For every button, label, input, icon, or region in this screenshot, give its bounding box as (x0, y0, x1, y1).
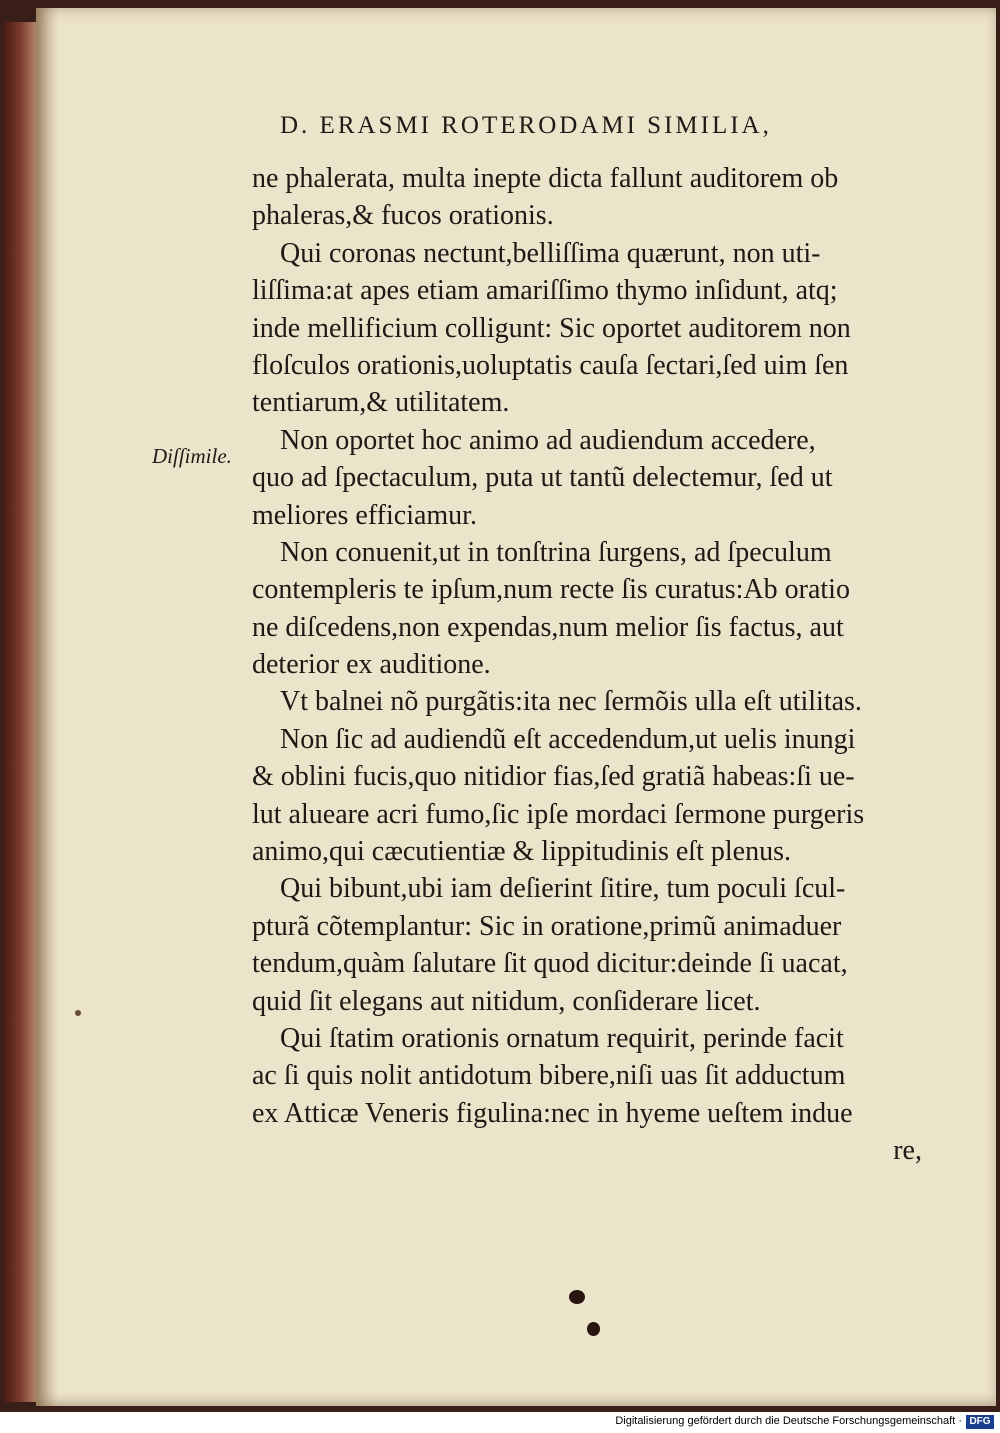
text-line: lut alueare acri fumo,ſic ipſe mordaci ſermone purgeris (252, 798, 865, 830)
text-line: quo ad ſpectaculum, puta ut tantũ delectemur, ſed ut (252, 462, 833, 494)
ink-blot (569, 1290, 585, 1304)
dfg-logo: DFG (966, 1415, 994, 1429)
text-line: phaleras,& fucos orationis. (252, 200, 554, 232)
text-line: & oblini fucis,quo nitidior fias,ſed gratiã habeas:ſi ue- (252, 761, 855, 793)
ink-blot (75, 1010, 81, 1016)
text-line: Non conuenit,ut in tonſtrina ſurgens, ad ſpeculum (280, 536, 832, 568)
text-line: Non oportet hoc animo ad audiendum accedere, (280, 424, 816, 456)
text-line: meliores efficiamur. (252, 499, 477, 531)
margin-note: Diſſimile. (152, 444, 232, 468)
text-line: pturã cõtemplantur: Sic in oratione,primũ animaduer (252, 910, 842, 942)
text-line: quid ſit elegans aut nitidum, conſiderare licet. (252, 985, 761, 1017)
text-line: ex Atticæ Veneris figulina:nec in hyeme ueſtem indue (252, 1097, 853, 1129)
running-head: D. ERASMI ROTERODAMI SIMILIA, (280, 112, 772, 139)
text-line: contempleris te ipſum,num recte ſis curatus:Ab oratio (252, 574, 850, 606)
text-line: ac ſi quis nolit antidotum bibere,niſi uas ſit adductum (252, 1060, 846, 1092)
text-line: ne diſcedens,non expendas,num melior ſis factus, aut (252, 611, 844, 643)
text-line: liſſima:at apes etiam amariſſimo thymo inſidunt, atq; (252, 275, 838, 307)
text-line: Vt balnei nõ purgãtis:ita nec ſermõis ulla eſt utilitas. (280, 686, 862, 718)
text-line: Non ſic ad audiendũ eſt accedendum,ut uelis inungi (280, 723, 856, 755)
text-line: Qui coronas nectunt,belliſſima quærunt, non uti- (280, 237, 821, 269)
text-line: floſculos orationis,uoluptatis cauſa ſectari,ſed uim ſen (252, 349, 849, 381)
ink-blot (587, 1322, 600, 1336)
text-line: ne phalerata, multa inepte dicta fallunt auditorem ob (252, 163, 839, 194)
text-line: Qui bibunt,ubi iam deſierint ſitire, tum poculi ſcul- (280, 873, 846, 905)
text-line: tendum,quàm ſalutare ſit quod dicitur:deinde ſi uacat, (252, 948, 848, 980)
catchword: re, (893, 1135, 922, 1167)
funding-credit: Digitalisierung gefördert durch die Deutsche Forschungsgemeinschaft · (615, 1415, 962, 1427)
text-line: Qui ſtatim orationis ornatum requirit, perinde facit (280, 1022, 844, 1054)
text-block (252, 160, 942, 1170)
text-line: deterior ex auditione. (252, 649, 491, 681)
text-line: animo,qui cæcutientiæ & lippitudinis eſt plenus. (252, 836, 791, 868)
text-line: inde mellificium colligunt: Sic oportet auditorem non (252, 312, 851, 344)
text-line: tentiarum,& utilitatem. (252, 387, 510, 419)
footer-bar (0, 1412, 1000, 1433)
